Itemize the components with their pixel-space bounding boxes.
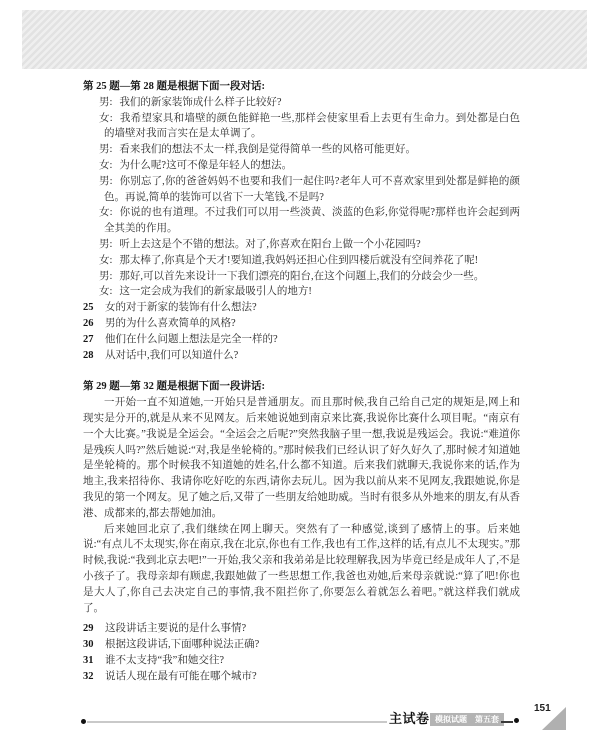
speaker-label: 女: <box>99 286 113 298</box>
header-striped-band <box>22 10 587 69</box>
dialogue-line <box>83 284 520 300</box>
dialogue-line <box>83 237 520 253</box>
dialogue-line <box>83 95 520 111</box>
dialogue-text: 我们的新家装饰成什么样子比较好? <box>119 96 282 108</box>
question-item <box>83 653 520 669</box>
dialogue-line <box>83 174 520 206</box>
section-heading: 第 29 题—第 32 题是根据下面一段讲话: <box>83 381 265 393</box>
question-number: 27 <box>83 333 94 345</box>
dialogue-line <box>83 205 520 237</box>
speaker-label: 男: <box>99 238 113 250</box>
question-item <box>83 300 520 316</box>
dialogue-text: 看来我们的想法不太一样,我倒是觉得简单一些的风格可能更好。 <box>119 144 417 156</box>
dialogue-text: 你别忘了,你的爸爸妈妈不也要和我们一起住吗?老年人可不喜欢家里到处都是鲜艳的颜色。再说,简单的装饰可以省下一大笔钱,不是吗? <box>104 175 520 203</box>
footer-right-bullet-icon <box>514 718 519 723</box>
speaker-label: 女: <box>99 207 113 219</box>
dialogue-line <box>83 158 520 174</box>
speaker-label: 男: <box>99 175 113 187</box>
question-number: 32 <box>83 670 94 682</box>
speaker-label: 男: <box>99 96 113 108</box>
speaker-label: 女: <box>99 112 113 124</box>
question-text: 说话人现在最有可能在哪个城市? <box>105 670 257 682</box>
talk-paragraph: 后来她回北京了,我们继续在网上聊天。突然有了一种感觉,谈到了感情上的事。后来她说:“有点儿不太现实,你在南京,我在北京,你也有工作,我也有工作,这样的话,有点儿不太现实。”那时候,我说:“我到北京去吧!”一开始,我父亲和我弟弟是比较理解我,因为毕竟已经是成年人了,不是小孩子了。我母亲却有顾虑,我跟她做了一些思想工作,我爸也劝她,后来母亲就说:“算了吧!你也是大人了,你自己去决定自己的事情,我不阻拦你了,你要怎么着就怎么着吧。”就这样我们就成了。 <box>83 523 520 614</box>
dialogue-text: 你说的也有道理。不过我们可以用一些淡黄、淡蓝的色彩,你觉得呢?那样也许会起到两全其美的作用。 <box>104 207 520 235</box>
footer-book-title: 主试卷 <box>389 711 430 726</box>
dialogue-text: 那好,可以首先来设计一下我们漂亮的阳台,在这个问题上,我们的分歧会少一些。 <box>119 270 485 282</box>
question-list-25-28 <box>83 300 520 363</box>
question-number: 29 <box>83 623 94 635</box>
question-text: 从对话中,我们可以知道什么? <box>105 349 239 361</box>
dialogue-text: 这一定会成为我们的新家最吸引人的地方! <box>119 286 312 298</box>
speaker-label: 男: <box>99 270 113 282</box>
dialogue-text: 为什么呢?这可不像是年轻人的想法。 <box>119 159 293 171</box>
question-text: 谁不太支持“我”和她交往? <box>105 654 224 666</box>
question-item <box>83 621 520 637</box>
section-heading: 第 25 题—第 28 题是根据下面一段对话: <box>83 81 265 92</box>
question-number: 28 <box>83 349 94 361</box>
page-number: 151 <box>534 703 551 714</box>
question-text: 他们在什么问题上想法是完全一样的? <box>105 333 278 345</box>
question-number: 25 <box>83 302 94 314</box>
section-dialogue-25-28 <box>83 79 520 363</box>
question-number: 31 <box>83 654 94 666</box>
speaker-label: 女: <box>99 159 113 171</box>
question-text: 女的对于新家的装饰有什么想法? <box>105 302 257 314</box>
footer-short-dash <box>501 721 513 723</box>
speaker-label: 女: <box>99 254 113 266</box>
question-number: 30 <box>83 639 94 651</box>
footer-rule-line <box>87 721 387 723</box>
dialogue-line <box>83 111 520 143</box>
dialogue-line <box>83 142 520 158</box>
section-talk-29-32 <box>83 379 520 684</box>
page-content <box>83 79 520 684</box>
dialogue-text: 听上去这是个不错的想法。对了,你喜欢在阳台上做一个小花园吗? <box>119 238 421 250</box>
question-text: 这段讲话主要说的是什么事情? <box>105 623 247 635</box>
question-item <box>83 637 520 653</box>
dialogue-line <box>83 253 520 269</box>
question-text: 男的为什么喜欢简单的风格? <box>105 317 236 329</box>
footer-set-badge: 模拟试题 第五套 <box>430 713 504 726</box>
speaker-label: 男: <box>99 144 113 156</box>
talk-paragraph: 一开始一直不知道她,一开始只是普通朋友。而且那时候,我自己给自己定的规矩是,网上和现实是分开的,就是从来不见网友。后来她说她到南京来比赛,我说你比赛什么项目呢。“南京有一个大比赛。”我说是全运会。“全运会之后呢?”突然我脑子里一想,我说是残运会。我说:“难道你是残疾人吗?”然后她说:“对,我是坐轮椅的。”那时候我们已经认识了好久好久了,那时候才知道她是坐轮椅的。那个时候我不知道她的姓名,什么都不知道。后来我们就聊天,我说你来的话,作为地主,我来招待你、我请你吃好吃的东西,请你去玩儿。因为我以前从来不见网友,我跟她说,你是我见的第一个网友。见了她之后,又带了一些朋友给她助威。当时有很多从外地来的朋友,有从香港、成都来的,都去帮她加油。 <box>83 397 520 519</box>
question-list-29-32 <box>83 621 520 684</box>
dialogue-text: 那太棒了,你真是个天才!要知道,我妈妈还担心住到四楼后就没有空间养花了呢! <box>119 254 479 266</box>
dialogue-text: 我希望家具和墙壁的颜色能鲜艳一些,那样会使家里看上去更有生命力。到处都是白色的墙壁对我而言实在是太单调了。 <box>104 112 521 140</box>
question-text: 根据这段讲话,下面哪种说法正确? <box>105 639 260 651</box>
question-item <box>83 348 520 364</box>
question-item <box>83 332 520 348</box>
dialogue-line <box>83 269 520 285</box>
question-number: 26 <box>83 317 94 329</box>
footer-left-bullet-icon <box>81 719 86 724</box>
question-item <box>83 316 520 332</box>
question-item <box>83 669 520 685</box>
